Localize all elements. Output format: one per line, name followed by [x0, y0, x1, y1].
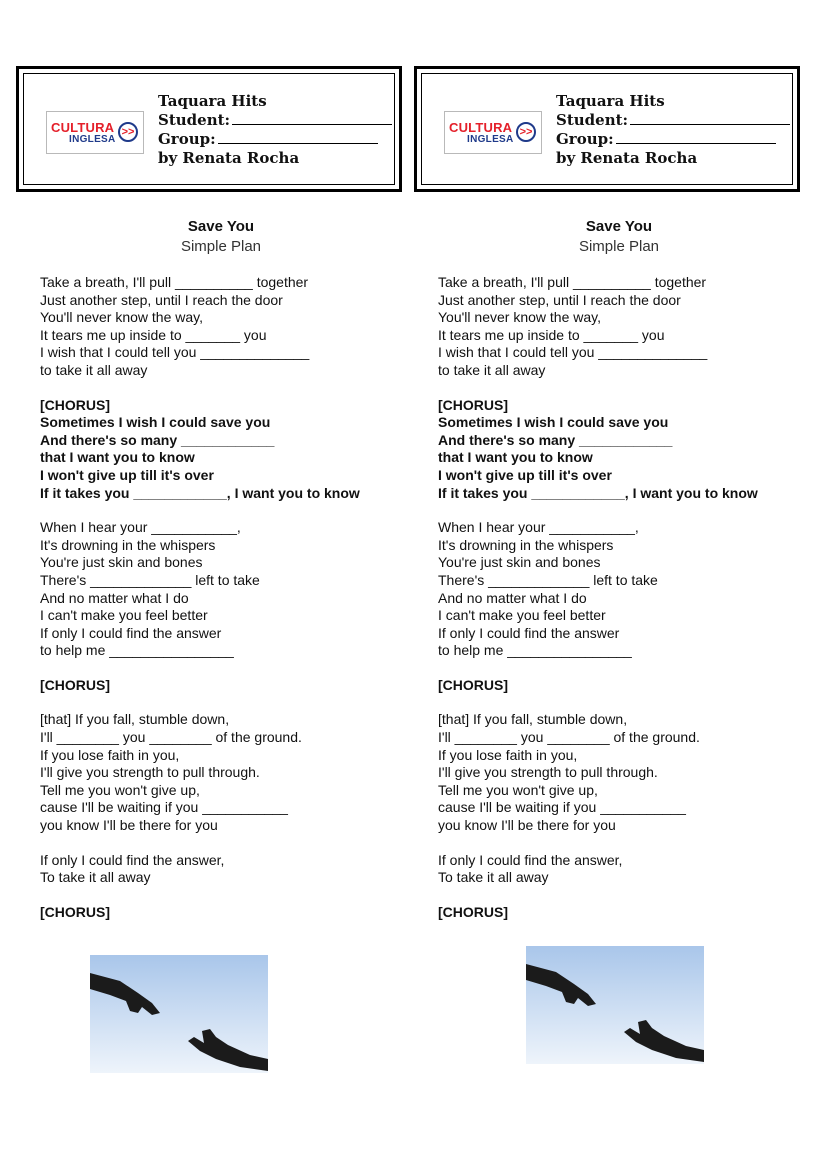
- cultura-inglesa-logo: CULTURA INGLESA >>: [444, 111, 542, 154]
- lyric-line: you know I'll be there for you: [40, 817, 218, 834]
- arrow-circle-icon: >>: [118, 122, 138, 142]
- reaching-hands-image: [90, 955, 268, 1073]
- chorus-line: that I want you to know: [40, 449, 195, 466]
- song-title: Save You: [585, 218, 653, 235]
- song-artist: Simple Plan: [578, 238, 660, 255]
- chorus-line: If it takes you ____________, I want you to know: [438, 484, 758, 501]
- lyric-line: I'll ________ you ________ of the ground.: [438, 729, 700, 746]
- chorus-label: [CHORUS]: [40, 903, 110, 920]
- chorus-label: [CHORUS]: [40, 676, 110, 693]
- lyric-line: I wish that I could tell you ______________: [40, 344, 310, 361]
- group-field[interactable]: [218, 131, 378, 144]
- lyric-line: Just another step, until I reach the door: [438, 291, 681, 308]
- group-label: Group:: [556, 130, 614, 148]
- chorus-label: [CHORUS]: [438, 903, 508, 920]
- lyric-line: to take it all away: [438, 361, 546, 378]
- lyric-line: If you lose faith in you,: [40, 746, 180, 763]
- lyric-line: I can't make you feel better: [438, 607, 606, 624]
- lyric-line: It's drowning in the whispers: [40, 536, 216, 553]
- lyric-line: You'll never know the way,: [438, 309, 601, 326]
- lyric-line: I'll give you strength to pull through.: [40, 764, 260, 781]
- lyric-line: If only I could find the answer,: [438, 851, 623, 868]
- song-artist: Simple Plan: [180, 238, 262, 255]
- lyric-line: cause I'll be waiting if you ___________: [40, 799, 288, 816]
- header-box: [16, 66, 402, 192]
- lyric-line: to help me ________________: [438, 642, 632, 659]
- lyric-line: cause I'll be waiting if you ___________: [438, 799, 686, 816]
- lyric-line: If only I could find the answer,: [40, 851, 225, 868]
- lyric-line: I wish that I could tell you ______________: [438, 344, 708, 361]
- lyric-line: to take it all away: [40, 361, 148, 378]
- chorus-line: Sometimes I wish I could save you: [438, 414, 669, 431]
- lyric-line: to help me ________________: [40, 642, 234, 659]
- author: by Renata Rocha: [556, 149, 698, 167]
- lyric-line: To take it all away: [40, 869, 151, 886]
- lyric-line: Take a breath, I'll pull __________ together: [438, 274, 707, 290]
- chorus-line: Sometimes I wish I could save you: [40, 414, 271, 431]
- lyric-line: There's _____________ left to take: [40, 571, 260, 588]
- lyric-line: And no matter what I do: [438, 589, 587, 606]
- lyric-line: When I hear your ___________,: [40, 519, 241, 536]
- lyric-line: Tell me you won't give up,: [40, 781, 200, 798]
- lyric-line: And no matter what I do: [40, 589, 189, 606]
- lyric-line: It's drowning in the whispers: [438, 536, 614, 553]
- student-label: Student:: [158, 111, 231, 129]
- lyric-line: It tears me up inside to _______ you: [40, 326, 267, 343]
- lyric-line: To take it all away: [438, 869, 549, 886]
- lyric-line: Tell me you won't give up,: [438, 781, 598, 798]
- chorus-line: I won't give up till it's over: [438, 466, 612, 483]
- group-label: Group:: [158, 130, 216, 148]
- chorus-label: [CHORUS]: [438, 676, 508, 693]
- chorus-label: [CHORUS]: [40, 396, 110, 413]
- student-field[interactable]: [630, 112, 790, 125]
- lyrics: [40, 274, 410, 921]
- chorus-line: If it takes you ____________, I want you to know: [40, 484, 360, 501]
- header-box: [414, 66, 800, 192]
- chorus-line: I won't give up till it's over: [40, 466, 214, 483]
- lyric-line: you know I'll be there for you: [438, 817, 616, 834]
- chorus-line: that I want you to know: [438, 449, 593, 466]
- lyric-line: When I hear your ___________,: [438, 519, 639, 536]
- header-text: [158, 92, 392, 168]
- group-field[interactable]: [616, 131, 776, 144]
- lyric-line: You'll never know the way,: [40, 309, 203, 326]
- arrow-circle-icon: >>: [516, 122, 536, 142]
- reaching-hands-image: [526, 946, 704, 1064]
- chorus-line: And there's so many ____________: [438, 431, 673, 448]
- worksheet-title: Taquara Hits: [158, 92, 267, 110]
- lyric-line: [that] If you fall, stumble down,: [438, 711, 628, 728]
- chorus-line: And there's so many ____________: [40, 431, 275, 448]
- lyric-line: If only I could find the answer: [438, 624, 620, 641]
- cultura-inglesa-logo: CULTURA INGLESA >>: [46, 111, 144, 154]
- worksheet-column-left: [12, 0, 412, 1169]
- author: by Renata Rocha: [158, 149, 300, 167]
- lyric-line: I can't make you feel better: [40, 607, 208, 624]
- lyric-line: I'll ________ you ________ of the ground.: [40, 729, 302, 746]
- lyric-line: There's _____________ left to take: [438, 571, 658, 588]
- song-title: Save You: [187, 218, 255, 235]
- header-text: [556, 92, 790, 168]
- lyric-line: [that] If you fall, stumble down,: [40, 711, 230, 728]
- lyric-line: Take a breath, I'll pull __________ together: [40, 274, 309, 290]
- lyric-line: You're just skin and bones: [40, 554, 203, 571]
- lyrics: [438, 274, 808, 921]
- worksheet-title: Taquara Hits: [556, 92, 665, 110]
- lyric-line: Just another step, until I reach the door: [40, 291, 283, 308]
- student-label: Student:: [556, 111, 629, 129]
- lyric-line: If you lose faith in you,: [438, 746, 578, 763]
- lyric-line: You're just skin and bones: [438, 554, 601, 571]
- chorus-label: [CHORUS]: [438, 396, 508, 413]
- lyric-line: If only I could find the answer: [40, 624, 222, 641]
- lyric-line: It tears me up inside to _______ you: [438, 326, 665, 343]
- worksheet-column-right: [410, 0, 810, 1169]
- student-field[interactable]: [232, 112, 392, 125]
- lyric-line: I'll give you strength to pull through.: [438, 764, 658, 781]
